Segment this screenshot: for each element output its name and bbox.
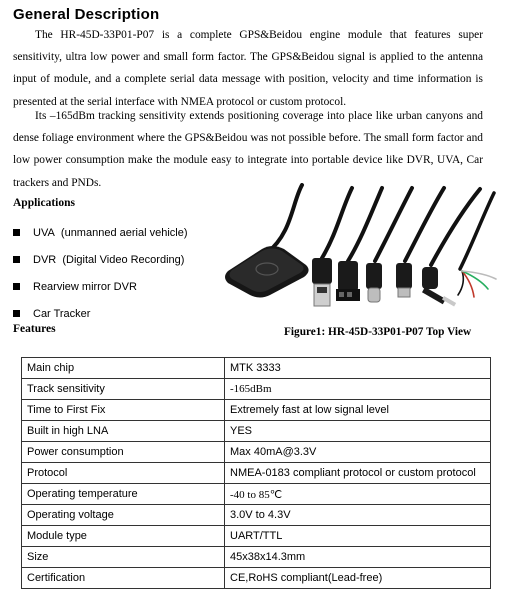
square-bullet-icon <box>13 229 20 236</box>
spec-value: 3.0V to 4.3V <box>225 505 491 526</box>
table-row <box>22 505 491 526</box>
spec-key: Built in high LNA <box>22 421 225 442</box>
applications-heading: Applications <box>13 197 75 209</box>
spec-value: NMEA-0183 compliant protocol or custom protocol <box>225 463 491 484</box>
bare-wire-ends <box>458 271 496 297</box>
table-row <box>22 400 491 421</box>
spec-value: YES <box>225 421 491 442</box>
spec-key: Module type <box>22 526 225 547</box>
spec-value: Max 40mA@3.3V <box>225 442 491 463</box>
spec-value: UART/TTL <box>225 526 491 547</box>
table-row <box>22 463 491 484</box>
table-row <box>22 442 491 463</box>
application-label: Rearview mirror DVR <box>33 280 137 293</box>
application-item <box>13 273 233 300</box>
audio-jack-connector <box>422 267 456 306</box>
features-table <box>21 357 491 589</box>
table-row <box>22 547 491 568</box>
square-bullet-icon <box>13 283 20 290</box>
applications-list <box>13 219 233 327</box>
spec-value: 45x38x14.3mm <box>225 547 491 568</box>
spec-key: Track sensitivity <box>22 379 225 400</box>
application-label: UVA (unmanned aerial vehicle) <box>33 226 188 239</box>
gps-module-photo <box>222 183 500 323</box>
usb-c-connector <box>366 263 382 302</box>
table-row <box>22 568 491 589</box>
antenna-puck <box>225 246 309 298</box>
description-paragraph-1: The HR-45D-33P01-P07 is a complete GPS&Beidou engine module that features super sensitivity, ultra low power and small form factor. The GPS&Beidou signal is applied to the antenna input of module, and a complete serial data message with position, velocity and time information is presented at the serial interface with NMEA protocol or custom protocol. <box>13 29 483 108</box>
spec-key: Size <box>22 547 225 568</box>
square-bullet-icon <box>13 256 20 263</box>
spec-value: CE,RoHS compliant(Lead-free) <box>225 568 491 589</box>
spec-key: Power consumption <box>22 442 225 463</box>
spec-value: -165dBm <box>225 379 491 400</box>
spec-value: Extremely fast at low signal level <box>225 400 491 421</box>
table-row <box>22 421 491 442</box>
features-heading: Features <box>13 323 56 335</box>
spec-key: Protocol <box>22 463 225 484</box>
spec-key: Main chip <box>22 358 225 379</box>
table-row <box>22 484 491 505</box>
spec-key: Operating temperature <box>22 484 225 505</box>
jst-connector <box>336 261 360 301</box>
section-title: General Description <box>13 6 160 23</box>
table-row <box>22 526 491 547</box>
application-item <box>13 246 233 273</box>
spec-key: Certification <box>22 568 225 589</box>
spec-key: Time to First Fix <box>22 400 225 421</box>
square-bullet-icon <box>13 310 20 317</box>
application-item <box>13 219 233 246</box>
application-label: Car Tracker <box>33 307 91 320</box>
usb-a-connector <box>312 258 332 306</box>
micro-usb-connector <box>396 263 412 297</box>
spec-value: -40 to 85℃ <box>225 484 491 505</box>
table-row <box>22 358 491 379</box>
spec-key: Operating voltage <box>22 505 225 526</box>
figure-caption: Figure1: HR-45D-33P01-P07 Top View <box>284 326 472 338</box>
table-row <box>22 379 491 400</box>
description-paragraph-2: Its –165dBm tracking sensitivity extends positioning coverage into place like urban canyons and dense foliage environment where the GPS&Beidou was not possible before. The small form factor and low power consumption make the module easy to integrate into portable device like DVR, UVA, Car trackers and PNDs. <box>13 110 483 189</box>
application-label: DVR (Digital Video Recording) <box>33 253 185 266</box>
spec-value: MTK 3333 <box>225 358 491 379</box>
